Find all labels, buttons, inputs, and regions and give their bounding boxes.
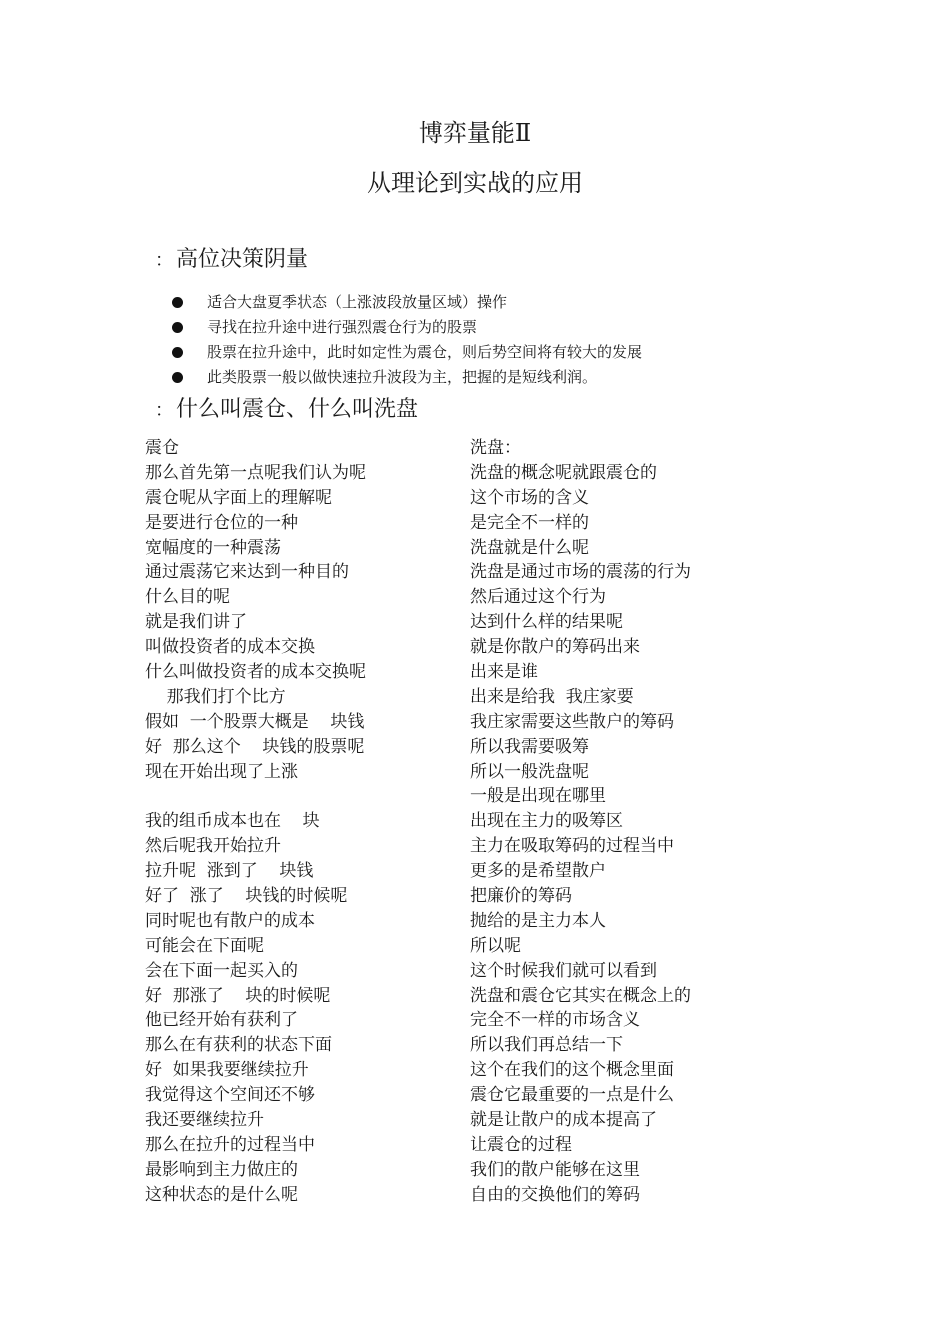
right-column-line: 我们的散户能够在这里 — [470, 1159, 640, 1180]
right-column-line: 所以我们再总结一下 — [470, 1035, 623, 1056]
right-column-line: 出来是谁 — [470, 662, 538, 683]
section-heading-text: 什么叫震仓、什么叫洗盘 — [176, 397, 419, 422]
right-column-line: 主力在吸取筹码的过程当中 — [470, 836, 674, 857]
bullet-text: 寻找在拉升途中进行强烈震仓行为的股票 — [207, 318, 478, 336]
left-column-line: 拉升呢 涨到了 块钱 — [145, 861, 314, 882]
left-column-line: 他已经开始有获利了 — [145, 1010, 298, 1031]
left-column-line: 假如 一个股票大概是 块钱 — [145, 711, 365, 732]
section-heading-high-decision — [152, 246, 308, 275]
right-column-line: 这个市场的含义 — [470, 487, 589, 508]
left-column-line — [145, 784, 366, 809]
bullet-text: 适合大盘夏季状态（上涨波段放量区域）操作 — [207, 293, 508, 311]
right-column-line: 把廉价的筹码 — [470, 886, 572, 907]
left-column-line: 可能会在下面呢 — [145, 935, 264, 956]
right-column-line: 洗盘和震仓它其实在概念上的 — [470, 985, 691, 1006]
right-column-line: 洗盘就是什么呢 — [470, 537, 589, 558]
heading-colon: ： — [155, 400, 173, 421]
right-column-line: 所以我需要吸筹 — [470, 736, 589, 757]
left-column-line: 叫做投资者的成本交换 — [145, 637, 315, 658]
left-column-line: 那么在拉升的过程当中 — [145, 1134, 315, 1155]
left-column-line: 好了 涨了 块钱的时候呢 — [145, 886, 348, 907]
right-column-line: 洗盘： — [470, 438, 521, 458]
right-column-line: 抛给的是主力本人 — [470, 910, 606, 931]
left-column-line: 现在开始出现了上涨 — [145, 761, 298, 782]
right-column-line: 达到什么样的结果呢 — [470, 612, 623, 633]
left-column-line: 会在下面一起买入的 — [145, 960, 298, 981]
left-column-line: 什么目的呢 — [145, 587, 230, 608]
document-title: 博弈量能Ⅱ — [418, 119, 532, 147]
left-column-line: 最影响到主力做庄的 — [145, 1159, 298, 1180]
right-column-line: 完全不一样的市场含义 — [470, 1010, 640, 1031]
document-subtitle: 从理论到实战的应用 — [367, 169, 583, 197]
left-column-line: 震仓呢从字面上的理解呢 — [145, 487, 332, 508]
right-column-line: 然后通过这个行为 — [470, 587, 606, 608]
right-column-line: 让震仓的过程 — [470, 1134, 572, 1155]
bullet-text: 此类股票一般以做快速拉升波段为主，把握的是短线利润。 — [207, 368, 598, 386]
right-column-line: 就是你散户的筹码出来 — [470, 637, 640, 658]
right-column-text — [470, 436, 691, 1208]
right-column-line: 自由的交换他们的筹码 — [470, 1184, 640, 1205]
right-column-line: 洗盘是通过市场的震荡的行为 — [470, 562, 691, 583]
right-column-line: 震仓它最重要的一点是什么 — [470, 1085, 674, 1106]
bullet-dot-icon — [172, 372, 183, 383]
right-column-line: 一般是出现在哪里 — [470, 786, 606, 807]
left-column-text — [145, 436, 366, 1208]
right-column-line: 就是让散户的成本提高了 — [470, 1110, 657, 1131]
bullet-dot-icon — [172, 347, 183, 358]
left-column-line: 什么叫做投资者的成本交换呢 — [145, 662, 366, 683]
bullet-item — [172, 315, 642, 340]
right-column-line: 这个在我们的这个概念里面 — [470, 1060, 674, 1081]
left-column-line: 那么在有获利的状态下面 — [145, 1035, 332, 1056]
right-column-line: 出来是给我 我庄家要 — [470, 686, 634, 707]
bullet-item — [172, 340, 642, 365]
left-column-line: 震仓 — [145, 438, 179, 458]
left-column-line: 我觉得这个空间还不够 — [145, 1085, 315, 1106]
left-column-line: 然后呢我开始拉升 — [145, 836, 281, 857]
heading-colon: ： — [155, 250, 173, 271]
bullet-text: 股票在拉升途中，此时如定性为震仓，则后势空间将有较大的发展 — [207, 343, 643, 361]
left-column-line: 好 那么这个 块钱的股票呢 — [145, 736, 365, 757]
bullet-item — [172, 290, 642, 315]
left-column-line: 好 如果我要继续拉升 — [145, 1060, 309, 1081]
right-column-line: 洗盘的概念呢就跟震仓的 — [470, 462, 657, 483]
left-column-line: 那我们打个比方 — [145, 686, 286, 707]
right-column-line: 出现在主力的吸筹区 — [470, 811, 623, 832]
right-column-line: 所以一般洗盘呢 — [470, 761, 589, 782]
left-column-line: 这种状态的是什么呢 — [145, 1184, 298, 1205]
left-column-line: 是要进行仓位的一种 — [145, 512, 298, 533]
bullet-list — [172, 290, 642, 390]
left-column-line: 同时呢也有散户的成本 — [145, 910, 315, 931]
right-column-line: 我庄家需要这些散户的筹码 — [470, 711, 674, 732]
bullet-item — [172, 365, 642, 390]
left-column-line: 那么首先第一点呢我们认为呢 — [145, 462, 366, 483]
left-column-line: 我的组币成本也在 块 — [145, 811, 320, 832]
left-column-line: 就是我们讲了 — [145, 612, 247, 633]
right-column-line: 是完全不一样的 — [470, 512, 589, 533]
right-column-line: 更多的是希望散户 — [470, 861, 606, 882]
section-heading-shakeout — [152, 396, 418, 425]
bullet-dot-icon — [172, 322, 183, 333]
left-column-line: 我还要继续拉升 — [145, 1110, 264, 1131]
left-column-line: 好 那涨了 块的时候呢 — [145, 985, 331, 1006]
left-column-line: 宽幅度的一种震荡 — [145, 537, 281, 558]
right-column-line: 所以呢 — [470, 935, 521, 956]
section-heading-text: 高位决策阴量 — [176, 247, 309, 272]
right-column-line: 这个时候我们就可以看到 — [470, 960, 657, 981]
bullet-dot-icon — [172, 297, 183, 308]
left-column-line: 通过震荡它来达到一种目的 — [145, 562, 349, 583]
